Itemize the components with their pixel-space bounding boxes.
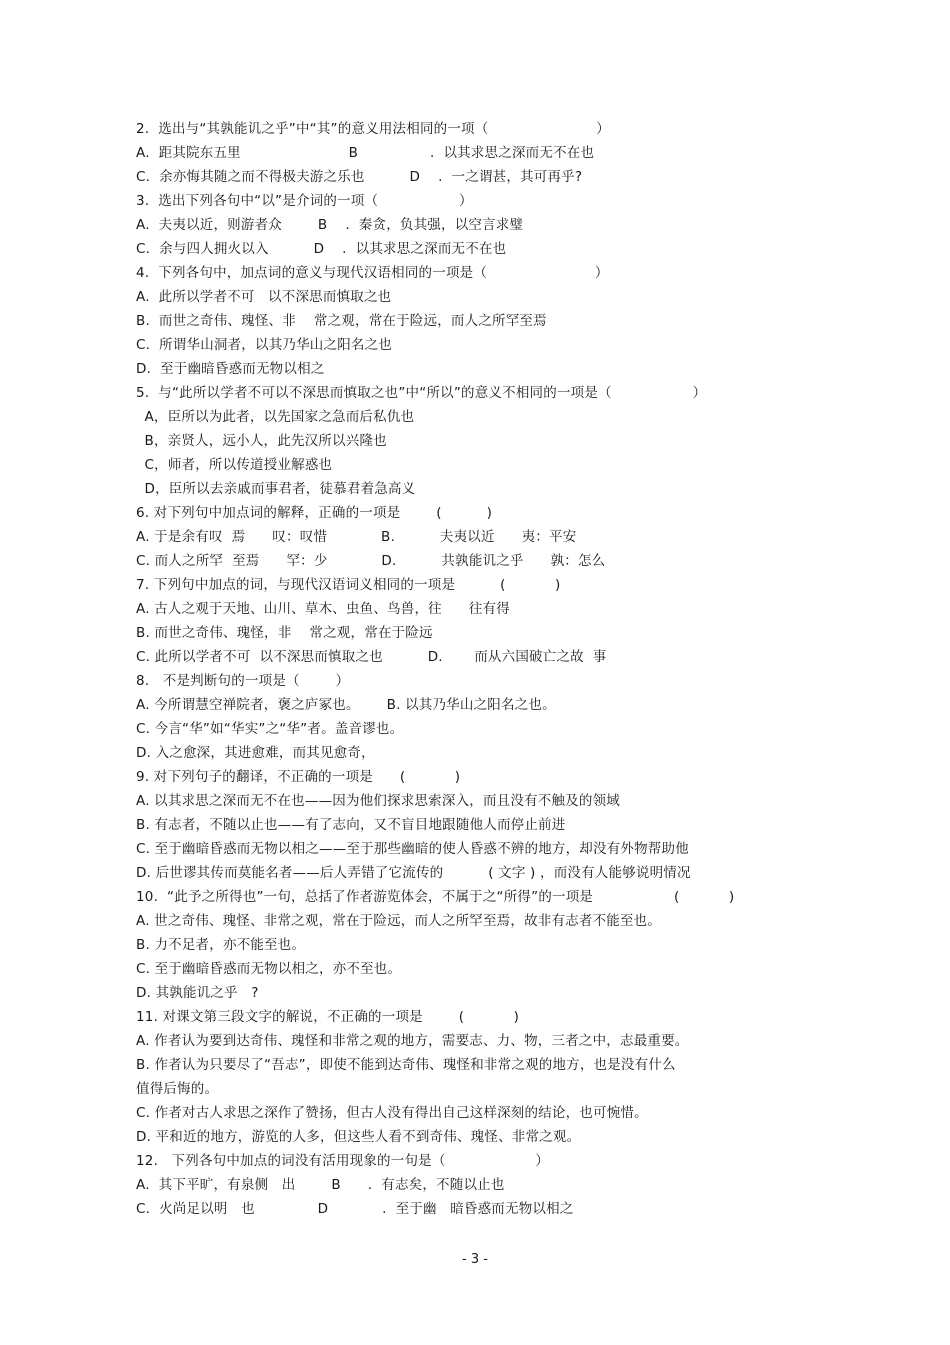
question-11-stem: 11. 对课文第三段文字的解说，不正确的一项是 ( )	[136, 1009, 520, 1025]
question-7-options-cd: C. 此所以学者不可 以不深思而慎取之也 D. 而从六国破亡之故 事	[136, 649, 607, 665]
question-4-option-c: C. 所谓华山洞者，以其乃华山之阳名之也	[136, 337, 392, 353]
page-number: - 3 -	[462, 1252, 488, 1267]
question-3-stem: 3. 选出下列各句中“以”是介词的一项（ ）	[136, 193, 473, 209]
question-8-options-ab: A. 今所谓慧空禅院者，褒之庐冢也。 B. 以其乃华山之阳名之也。	[136, 697, 556, 713]
question-11-option-d: D. 平和近的地方，游览的人多，但这些人看不到奇伟、瑰怪、非常之观。	[136, 1129, 581, 1145]
question-10-option-b: B. 力不足者，亦不能至也。	[136, 937, 306, 953]
question-10-option-c: C. 至于幽暗昏惑而无物以相之，亦不至也。	[136, 961, 402, 977]
question-6-stem: 6. 对下列句中加点词的解释，正确的一项是 ( )	[136, 505, 493, 521]
question-12-stem: 12. 下列各句中加点的词没有活用现象的一句是（ ）	[136, 1153, 550, 1169]
question-10-option-a: A. 世之奇伟、瑰怪、非常之观，常在于险远，而人之所罕至焉，故非有志者不能至也。	[136, 913, 662, 929]
question-9-option-b: B. 有志者，不随以止也——有了志向，又不盲目地跟随他人而停止前进	[136, 817, 566, 833]
question-8-stem: 8. 不是判断句的一项是（ ）	[136, 673, 350, 689]
question-2-options-cd: C. 余亦悔其随之而不得极夫游之乐也 D . 一之谓甚，其可再乎?	[136, 169, 583, 185]
question-7-option-a: A. 古人之观于天地、山川、草木、虫鱼、鸟兽，往 往有得	[136, 601, 510, 617]
question-9-stem: 9. 对下列句子的翻译，不正确的一项是 ( )	[136, 769, 461, 785]
question-8-option-c: C. 今言“华”如“华实”之“华”者。盖音谬也。	[136, 721, 404, 737]
question-4-option-b: B. 而世之奇伟、瑰怪、非 常之观，常在于险远，而人之所罕至焉	[136, 313, 547, 329]
question-12-options-ab: A. 其下平旷，有泉侧 出 B . 有志矣，不随以止也	[136, 1177, 505, 1193]
question-5-option-b: B，亲贤人，远小人，此先汉所以兴隆也	[140, 433, 387, 449]
question-7-option-b: B. 而世之奇伟、瑰怪，非 常之观，常在于险远	[136, 625, 433, 641]
question-9-option-a: A. 以其求思之深而无不在也——因为他们探求思索深入，而且没有不触及的领域	[136, 793, 620, 809]
question-9-option-c: C. 至于幽暗昏惑而无物以相之——至于那些幽暗的使人昏惑不辨的地方，却没有外物帮助他	[136, 841, 689, 857]
question-5-option-c: C，师者，所以传道授业解惑也	[140, 457, 333, 473]
question-8-option-d: D. 入之愈深，其进愈难，而其见愈奇，	[136, 745, 375, 761]
question-10-option-d: D. 其孰能讥之乎 ?	[136, 985, 259, 1001]
question-11-option-c: C. 作者对古人求思之深作了赞扬，但古人没有得出自己这样深刻的结论，也可惋惜。	[136, 1105, 648, 1121]
question-5-stem: 5. 与“此所以学者不可以不深思而慎取之也”中“所以”的意义不相同的一项是（ ）	[136, 385, 707, 401]
question-7-stem: 7. 下列句中加点的词，与现代汉语词义相同的一项是 ( )	[136, 577, 561, 593]
question-3-options-cd: C. 余与四人拥火以入 D . 以其求思之深而无不在也	[136, 241, 507, 257]
question-4-stem: 4. 下列各句中，加点词的意义与现代汉语相同的一项是（ ）	[136, 265, 609, 281]
question-10-stem: 10. “此予之所得也”一句，总括了作者游览体会，不属于之“所得”的一项是 ( )	[136, 889, 735, 905]
question-6-options-cd: C. 而人之所罕 至焉 罕：少 D. 共孰能讥之乎 孰：怎么	[136, 553, 606, 569]
question-11-option-b-cont: 值得后悔的。	[136, 1081, 219, 1097]
question-6-options-ab: A. 于是余有叹 焉 叹：叹惜 B. 夫夷以近 夷：平安	[136, 529, 577, 545]
question-5-option-d: D，臣所以去亲戚而事君者，徒慕君着急高义	[140, 481, 416, 497]
question-11-option-a: A. 作者认为要到达奇伟、瑰怪和非常之观的地方，需要志、力、物，三者之中，志最重要。	[136, 1033, 689, 1049]
question-4-option-d: D. 至于幽暗昏惑而无物以相之	[136, 361, 325, 377]
question-5-option-a: A，臣所以为此者，以先国家之急而后私仇也	[140, 409, 415, 425]
question-4-option-a: A. 此所以学者不可 以不深思而慎取之也	[136, 289, 392, 305]
question-2-options-ab: A. 距其院东五里 B . 以其求思之深而无不在也	[136, 145, 595, 161]
question-3-options-ab: A. 夫夷以近，则游者众 B . 秦贪，负其强，以空言求璧	[136, 217, 524, 233]
question-2-stem: 2. 选出与“其孰能讥之乎”中“其”的意义用法相同的一项（ ）	[136, 121, 610, 137]
question-12-options-cd: C. 火尚足以明 也 D . 至于幽 暗昏惑而无物以相之	[136, 1201, 574, 1217]
question-9-option-d: D. 后世谬其传而莫能名者——后人弄错了它流传的 ( 文字 ) ，而没有人能够说明情况	[136, 865, 691, 881]
question-11-option-b: B. 作者认为只要尽了“吾志”，即使不能到达奇伟、瑰怪和非常之观的地方，也是没有什么	[136, 1057, 676, 1073]
